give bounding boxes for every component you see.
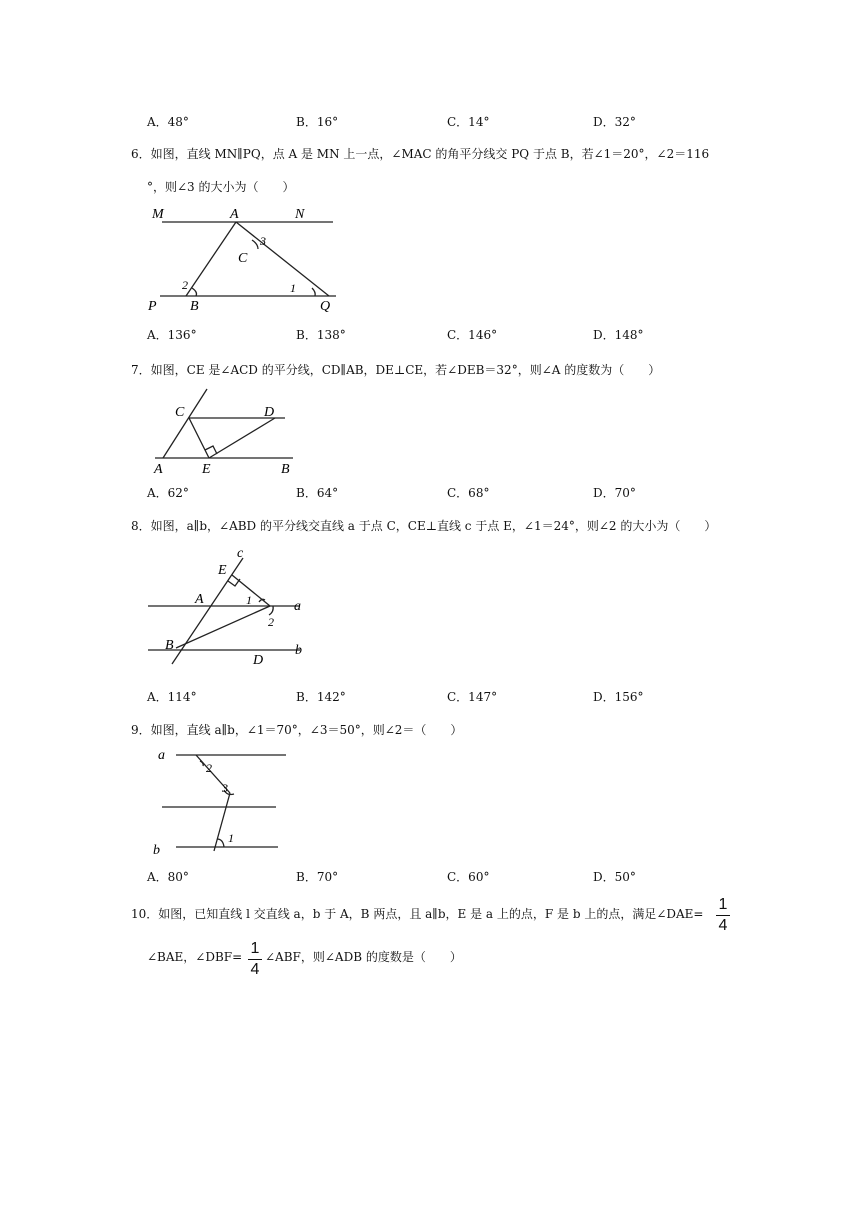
q8-stem: 8．如图，a∥b，∠ABD 的平分线交直线 a 于点 C，CE⊥直线 c 于点 E，∠1＝24°，则∠2 的大小为（ ）	[131, 519, 717, 533]
q9-label-a: a	[158, 748, 165, 763]
q5-option-d: D．32°	[593, 115, 636, 129]
q9-option-c: C．60°	[447, 870, 490, 884]
q8-label-a: A	[195, 592, 204, 607]
q10-fraction-1-denominator: 4	[718, 917, 728, 934]
q6-label-p: P	[148, 299, 157, 314]
q8-label-e: E	[218, 563, 227, 578]
q8-label-b: B	[165, 638, 174, 653]
q10-fraction-2-numerator: 1	[250, 940, 260, 957]
q9-label-1: 1	[228, 831, 234, 845]
q6-label-q: Q	[320, 299, 331, 314]
q8-label-b-line: b	[295, 643, 302, 658]
q8-option-a: A．114°	[147, 690, 197, 704]
q8-label-1: 1	[246, 593, 252, 607]
q10-fraction-1	[716, 896, 730, 935]
q6-label-b: B	[190, 299, 199, 314]
q7-option-b: B．64°	[296, 486, 339, 500]
q9-label-3: 3	[222, 781, 228, 795]
q6-option-c: C．146°	[447, 328, 498, 342]
q6-label-n: N	[295, 207, 305, 222]
q7-figure	[145, 385, 305, 477]
q8-label-c: c	[237, 546, 244, 561]
q6-label-3: 3	[260, 234, 266, 248]
q8-label-a-line: a	[294, 599, 301, 614]
q7-label-d: D	[264, 405, 275, 420]
q6-option-d: D．148°	[593, 328, 644, 342]
q6-figure	[140, 200, 350, 316]
q5-option-b: B．16°	[296, 115, 339, 129]
q7-label-b: B	[281, 462, 290, 477]
q10-fraction-2	[248, 940, 262, 979]
q6-label-m: M	[152, 207, 164, 222]
q7-option-a: A．62°	[147, 486, 189, 500]
q7-option-d: D．70°	[593, 486, 636, 500]
q8-option-c: C．147°	[447, 690, 498, 704]
q9-option-a: A．80°	[147, 870, 189, 884]
q9-label-b: b	[153, 843, 160, 858]
q7-option-c: C．68°	[447, 486, 490, 500]
q5-option-a: A．48°	[147, 115, 189, 129]
q6-label-2: 2	[182, 278, 188, 292]
q7-label-e: E	[202, 462, 211, 477]
q6-option-b: B．138°	[296, 328, 346, 342]
q10-stem-line2a: ∠BAE，∠DBF=	[147, 950, 243, 964]
q10-fraction-2-denominator: 4	[250, 961, 260, 978]
q8-label-d: D	[253, 653, 264, 668]
q9-figure	[148, 746, 288, 858]
q8-label-2: 2	[268, 615, 274, 629]
q6-label-a: A	[230, 207, 239, 222]
q10-stem-line2b: ∠ABF，则∠ADB 的度数是（ ）	[265, 950, 462, 964]
q9-option-b: B．70°	[296, 870, 339, 884]
q10-fraction-1-numerator: 1	[718, 896, 728, 913]
q6-label-c: C	[238, 251, 248, 266]
q6-option-a: A．136°	[147, 328, 197, 342]
q9-stem: 9．如图，直线 a∥b，∠1＝70°，∠3＝50°，则∠2＝（ ）	[131, 723, 463, 737]
q7-label-c: C	[175, 405, 185, 420]
q9-label-2: 2	[206, 761, 212, 775]
q10-stem-line1: 10．如图，已知直线 l 交直线 a，b 于 A，B 两点，且 a∥b，E 是 a 上的点，F 是 b 上的点，满足∠DAE=	[131, 907, 704, 921]
q6-stem-line2: °，则∠3 的大小为（ ）	[147, 180, 295, 194]
q7-stem: 7．如图，CE 是∠ACD 的平分线，CD∥AB，DE⊥CE，若∠DEB＝32°，则∠A 的度数为（ ）	[131, 363, 661, 377]
q6-label-1: 1	[290, 281, 296, 295]
q8-figure	[140, 542, 315, 672]
q5-option-c: C．14°	[447, 115, 490, 129]
q9-option-d: D．50°	[593, 870, 636, 884]
q6-stem-line1: 6．如图，直线 MN∥PQ，点 A 是 MN 上一点，∠MAC 的角平分线交 PQ 于点 B，若∠1＝20°，∠2＝116	[131, 147, 710, 161]
q8-option-b: B．142°	[296, 690, 346, 704]
q7-label-a: A	[154, 462, 163, 477]
q8-option-d: D．156°	[593, 690, 644, 704]
